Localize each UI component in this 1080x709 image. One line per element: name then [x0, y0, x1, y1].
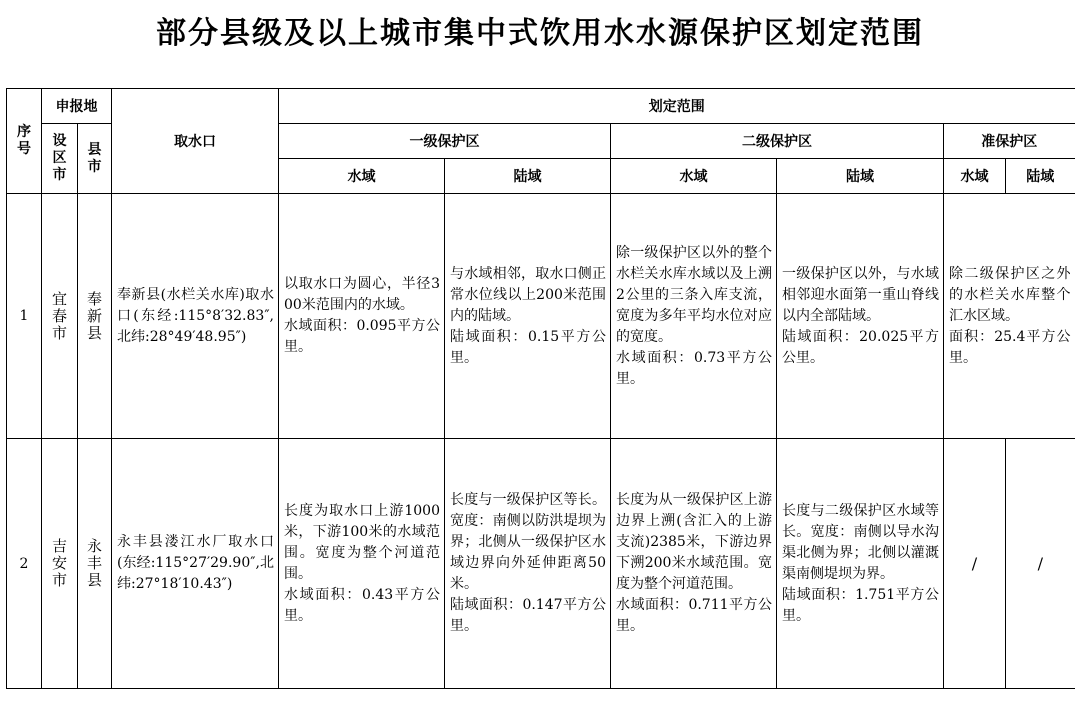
header-l2-water: 水域	[611, 159, 777, 194]
header-scope: 划定范围	[279, 89, 1075, 124]
row-l1-water: 长度为取水口上游1000米，下游100米的水域范围。宽度为整个河道范围。 水域面积：0.43平方公里。	[279, 439, 445, 689]
row-l1-water: 以取水口为圆心，半径300米范围内的水域。 水域面积：0.095平方公里。	[279, 194, 445, 439]
header-city: 设区市	[42, 124, 78, 194]
row-city: 吉安市	[42, 439, 78, 689]
row-l1-land: 与水域相邻，取水口侧正常水位线以上200米范围内的陆域。 陆域面积：0.15平方公里。	[445, 194, 611, 439]
protection-zone-table	[6, 88, 1075, 689]
header-county: 县市	[78, 124, 112, 194]
row-seq: 1	[7, 194, 42, 439]
row-seq: 2	[7, 439, 42, 689]
header-l1-water: 水域	[279, 159, 445, 194]
row-county: 奉新县	[78, 194, 112, 439]
row-l2-land: 长度与二级保护区水域等长。宽度：南侧以导水沟渠北侧为界；北侧以灌溉渠南侧堤坝为界。 陆域面积：1.751平方公里。	[777, 439, 944, 689]
row-quasi-water: /	[944, 439, 1006, 689]
row-city: 宜春市	[42, 194, 78, 439]
header-level1: 一级保护区	[279, 124, 611, 159]
row-county: 永丰县	[78, 439, 112, 689]
header-quasi: 准保护区	[944, 124, 1075, 159]
page-title: 部分县级及以上城市集中式饮用水水源保护区划定范围	[156, 16, 924, 51]
header-intake: 取水口	[112, 89, 279, 194]
header-l2-land: 陆域	[777, 159, 944, 194]
row-l2-water: 长度为从一级保护区上游边界上溯(含汇入的上游支流)2385米，下游边界下溯200米水域范围。宽度为整个河道范围。 水域面积：0.711平方公里。	[611, 439, 777, 689]
header-reporting: 申报地	[42, 89, 112, 124]
row-intake: 永丰县溇江水厂取水口(东经:115°27′29.90″,北纬:27°18′10.43″)	[112, 439, 279, 689]
table-row	[7, 194, 1075, 439]
table-row	[7, 439, 1075, 689]
header-seq: 序号	[7, 89, 42, 194]
header-quasi-water: 水域	[944, 159, 1006, 194]
row-intake: 奉新县(水栏关水库)取水口(东经:115°8′32.83″,北纬:28°49′48.95″)	[112, 194, 279, 439]
header-level2: 二级保护区	[611, 124, 944, 159]
row-l2-water: 除一级保护区以外的整个水栏关水库水域以及上溯2公里的三条入库支流，宽度为多年平均水位对应的宽度。 水域面积：0.73平方公里。	[611, 194, 777, 439]
row-l2-land: 一级保护区以外，与水域相邻迎水面第一重山脊线以内全部陆域。 陆域面积：20.025平方公里。	[777, 194, 944, 439]
header-quasi-land: 陆域	[1006, 159, 1075, 194]
row-l1-land: 长度与一级保护区等长。宽度：南侧以防洪堤坝为界；北侧从一级保护区水域边界向外延伸距离50米。 陆域面积：0.147平方公里。	[445, 439, 611, 689]
row-quasi: 除二级保护区之外的水栏关水库整个汇水区域。 面积：25.4平方公里。	[944, 194, 1075, 439]
row-quasi-land: /	[1006, 439, 1075, 689]
header-l1-land: 陆域	[445, 159, 611, 194]
